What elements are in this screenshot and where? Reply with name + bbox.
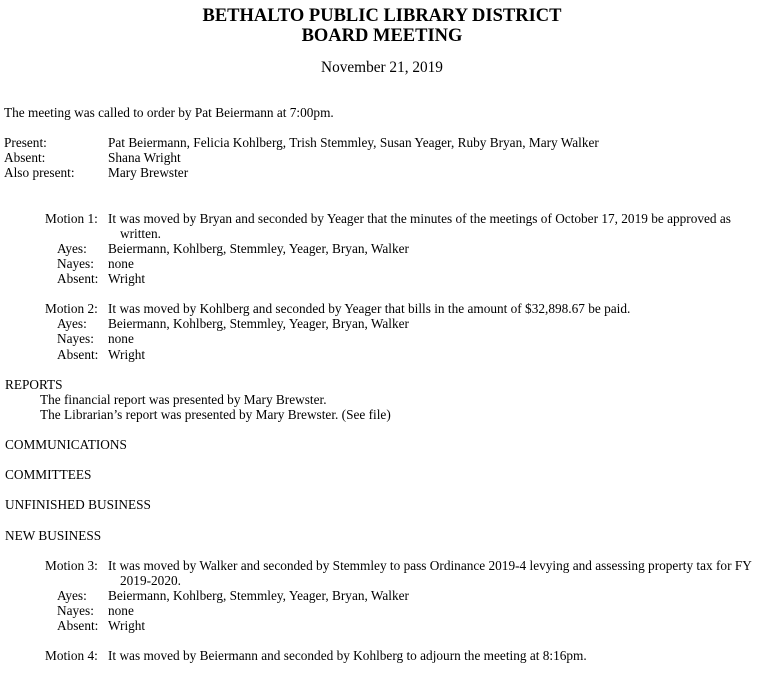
vote-value-nayes: none bbox=[108, 603, 134, 619]
vote-label-ayes: Ayes: bbox=[57, 316, 87, 332]
motion-4-text: It was moved by Beiermann and seconded by Kohlberg to adjourn the meeting at 8:16pm. bbox=[108, 648, 587, 664]
attendance-row-absent bbox=[4, 150, 760, 165]
document-title bbox=[4, 7, 760, 46]
reports-heading: REPORTS bbox=[5, 376, 63, 392]
vote-label-absent: Absent: bbox=[57, 271, 99, 287]
vote-value-absent: Wright bbox=[108, 346, 146, 362]
motion-1-paragraph bbox=[4, 211, 760, 241]
motion-1-vote-row-nayes bbox=[4, 256, 760, 271]
vote-value-absent: Wright bbox=[108, 618, 146, 634]
motion-1-vote-row-absent bbox=[4, 271, 760, 286]
motion-3-block bbox=[4, 558, 760, 633]
document-title-line-1: BETHALTO PUBLIC LIBRARY DISTRICT bbox=[202, 6, 562, 26]
attendance-value: Pat Beiermann, Felicia Kohlberg, Trish Stemmley, Susan Yeager, Ruby Bryan, Mary Walker bbox=[108, 135, 599, 151]
attendance-label: Present: bbox=[4, 135, 47, 151]
motion-3-vote-row-nayes bbox=[4, 603, 760, 618]
attendance-row-also-present bbox=[4, 165, 760, 180]
motion-4-block bbox=[4, 648, 760, 663]
librarian-report-line: The Librarian’s report was presented by Mary Brewster. (See file) bbox=[40, 406, 391, 422]
attendance-label: Absent: bbox=[4, 150, 46, 166]
attendance-value: Shana Wright bbox=[108, 150, 181, 166]
motion-2-vote-row-absent bbox=[4, 347, 760, 362]
call-to-order-text: The meeting was called to order by Pat Beiermann at 7:00pm. bbox=[4, 105, 334, 120]
vote-label-absent: Absent: bbox=[57, 346, 99, 362]
vote-label-ayes: Ayes: bbox=[57, 588, 87, 603]
vote-label-ayes: Ayes: bbox=[57, 240, 87, 256]
motion-1-label: Motion 1: bbox=[45, 210, 98, 226]
section-unfinished-business: UNFINISHED BUSINESS bbox=[5, 497, 151, 513]
motion-1-text: It was moved by Bryan and seconded by Yeager that the minutes of the meetings of October 17, 2019 be approved as written. bbox=[108, 210, 731, 241]
motion-3-label: Motion 3: bbox=[45, 557, 98, 573]
section-new-business: NEW BUSINESS bbox=[5, 527, 102, 543]
vote-value-ayes: Beiermann, Kohlberg, Stemmley, Yeager, Bryan, Walker bbox=[108, 240, 409, 256]
vote-value-ayes: Beiermann, Kohlberg, Stemmley, Yeager, Bryan, Walker bbox=[108, 316, 409, 332]
motion-3-paragraph bbox=[4, 558, 760, 588]
section-committees: COMMITTEES bbox=[5, 467, 92, 483]
vote-value-absent: Wright bbox=[108, 271, 146, 287]
vote-value-nayes: none bbox=[108, 255, 134, 271]
motion-3-vote-row-absent bbox=[4, 618, 760, 633]
vote-label-nayes: Nayes: bbox=[57, 331, 94, 347]
document-title-line-2: BOARD MEETING bbox=[301, 25, 463, 46]
motion-1-block bbox=[4, 211, 760, 286]
motion-3-vote-row-ayes bbox=[4, 588, 760, 603]
motion-3-text: It was moved by Walker and seconded by Stemmley to pass Ordinance 2019-4 levying and assessing property tax for FY 2019-2020. bbox=[108, 557, 752, 588]
attendance-row-present bbox=[4, 135, 760, 150]
motion-1-vote-row-ayes bbox=[4, 241, 760, 256]
motion-4-label: Motion 4: bbox=[45, 648, 98, 664]
attendance-list bbox=[4, 135, 760, 180]
motion-2-vote-row-ayes bbox=[4, 316, 760, 331]
attendance-value: Mary Brewster bbox=[108, 165, 189, 181]
vote-label-absent: Absent: bbox=[57, 618, 99, 634]
vote-label-nayes: Nayes: bbox=[57, 603, 94, 619]
vote-label-nayes: Nayes: bbox=[57, 255, 94, 271]
motion-2-label: Motion 2: bbox=[45, 301, 98, 317]
meeting-date: November 21, 2019 bbox=[321, 59, 443, 76]
motion-2-paragraph bbox=[4, 301, 760, 316]
motion-2-text: It was moved by Kohlberg and seconded by Yeager that bills in the amount of $32,898.67 be paid. bbox=[108, 301, 631, 317]
vote-value-ayes: Beiermann, Kohlberg, Stemmley, Yeager, Bryan, Walker bbox=[108, 588, 409, 603]
motion-4-paragraph bbox=[4, 648, 760, 663]
motion-2-vote-row-nayes bbox=[4, 331, 760, 346]
financial-report-line: The financial report was presented by Mary Brewster. bbox=[40, 391, 327, 407]
section-reports bbox=[4, 377, 760, 422]
attendance-label: Also present: bbox=[4, 165, 75, 181]
vote-value-nayes: none bbox=[108, 331, 134, 347]
section-communications: COMMUNICATIONS bbox=[5, 437, 127, 453]
motion-2-block bbox=[4, 301, 760, 361]
